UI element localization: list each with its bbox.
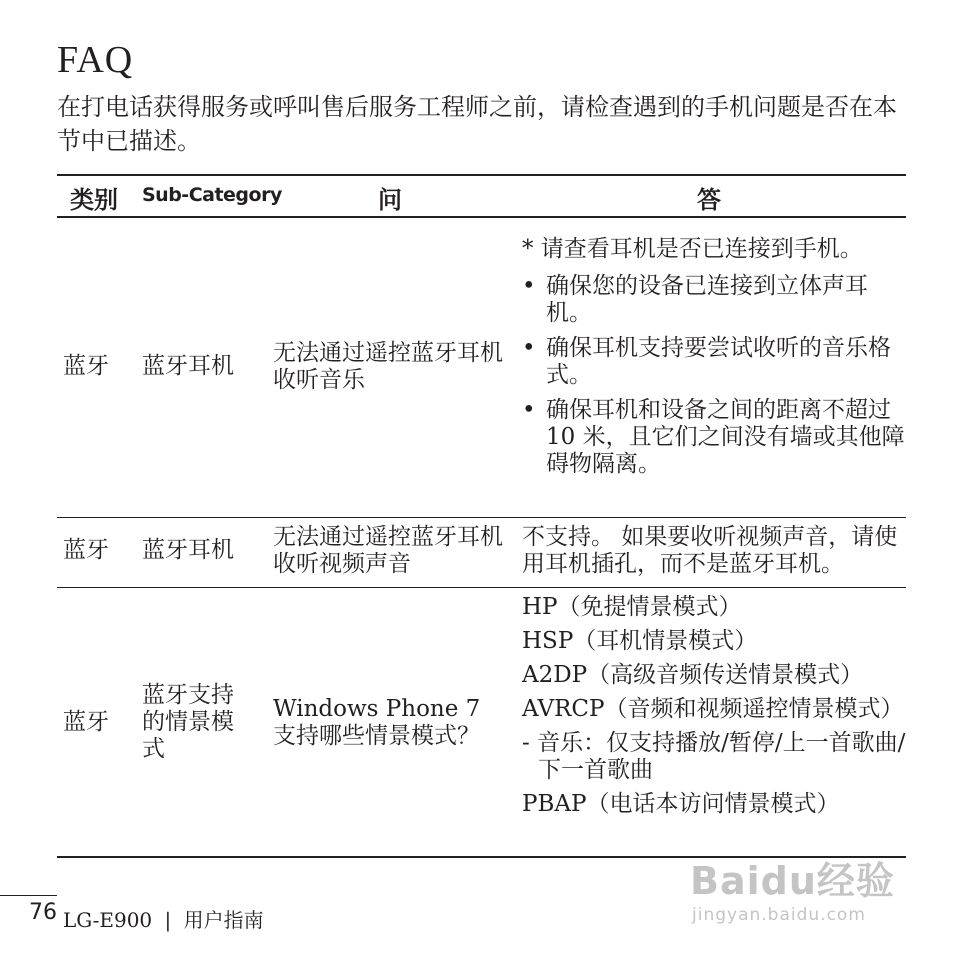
row-answer: 不支持。 如果要收听视频声音，请使用耳机插孔，而不是蓝牙耳机。: [522, 524, 898, 577]
baidu-watermark: [690, 850, 895, 925]
row-divider-1: [57, 517, 906, 518]
header-answer: 答: [697, 186, 721, 214]
answer-bullet: • 确保您的设备已连接到立体声耳机。: [522, 273, 868, 326]
answer-line: PBAP（电话本访问情景模式）: [522, 791, 840, 817]
row-answer: [522, 594, 906, 818]
watermark-brand: Baidu经验: [690, 859, 895, 903]
footer-label: [63, 904, 264, 933]
watermark-url: jingyan.baidu.com: [692, 905, 866, 925]
table-header-rule: [57, 216, 906, 218]
footer-model: LG-E900: [63, 908, 153, 932]
row-category: 蓝牙: [63, 353, 109, 379]
footer-separator: |: [164, 908, 172, 932]
answer-bullet: • 确保耳机支持要尝试收听的音乐格式。: [522, 335, 891, 388]
answer-note: * 请查看耳机是否已连接到手机。: [522, 236, 863, 262]
page-title: FAQ: [57, 39, 134, 81]
footer-rule: [0, 895, 57, 896]
row-category: 蓝牙: [63, 709, 109, 735]
header-sub-category: Sub-Category: [142, 184, 282, 206]
answer-line: AVRCP（音频和视频遥控情景模式）: [522, 696, 904, 722]
row-question: 无法通过遥控蓝牙耳机收听视频声音: [273, 524, 503, 577]
header-question: 问: [378, 186, 402, 214]
table-top-rule: [57, 174, 906, 176]
row-answer: [522, 236, 906, 478]
answer-line: HSP（耳机情景模式）: [522, 628, 758, 654]
row-sub-category: 蓝牙耳机: [142, 353, 234, 379]
page-number: 76: [29, 900, 57, 925]
row-divider-2: [57, 587, 906, 588]
answer-line: HP（免提情景模式）: [522, 594, 742, 620]
header-category: 类别: [70, 186, 118, 214]
answer-line: A2DP（高级音频传送情景模式）: [522, 662, 864, 688]
row-sub-category: 蓝牙支持的情景模式: [142, 682, 234, 762]
row-category: 蓝牙: [63, 537, 109, 563]
row-question: Windows Phone 7 支持哪些情景模式？: [273, 696, 481, 749]
intro-paragraph: 在打电话获得服务或呼叫售后服务工程师之前，请检查遇到的手机问题是否在本节中已描述。: [57, 93, 897, 155]
row-question: 无法通过遥控蓝牙耳机收听音乐: [273, 340, 503, 393]
answer-bullet: • 确保耳机和设备之间的距离不超过 10 米，且它们之间没有墙或其他障碍物隔离。: [522, 397, 905, 477]
footer-guide: 用户指南: [183, 908, 264, 932]
answer-line: - 音乐：仅支持播放/暂停/上一首歌曲/下一首歌曲: [522, 730, 906, 783]
row-sub-category: 蓝牙耳机: [142, 537, 234, 563]
